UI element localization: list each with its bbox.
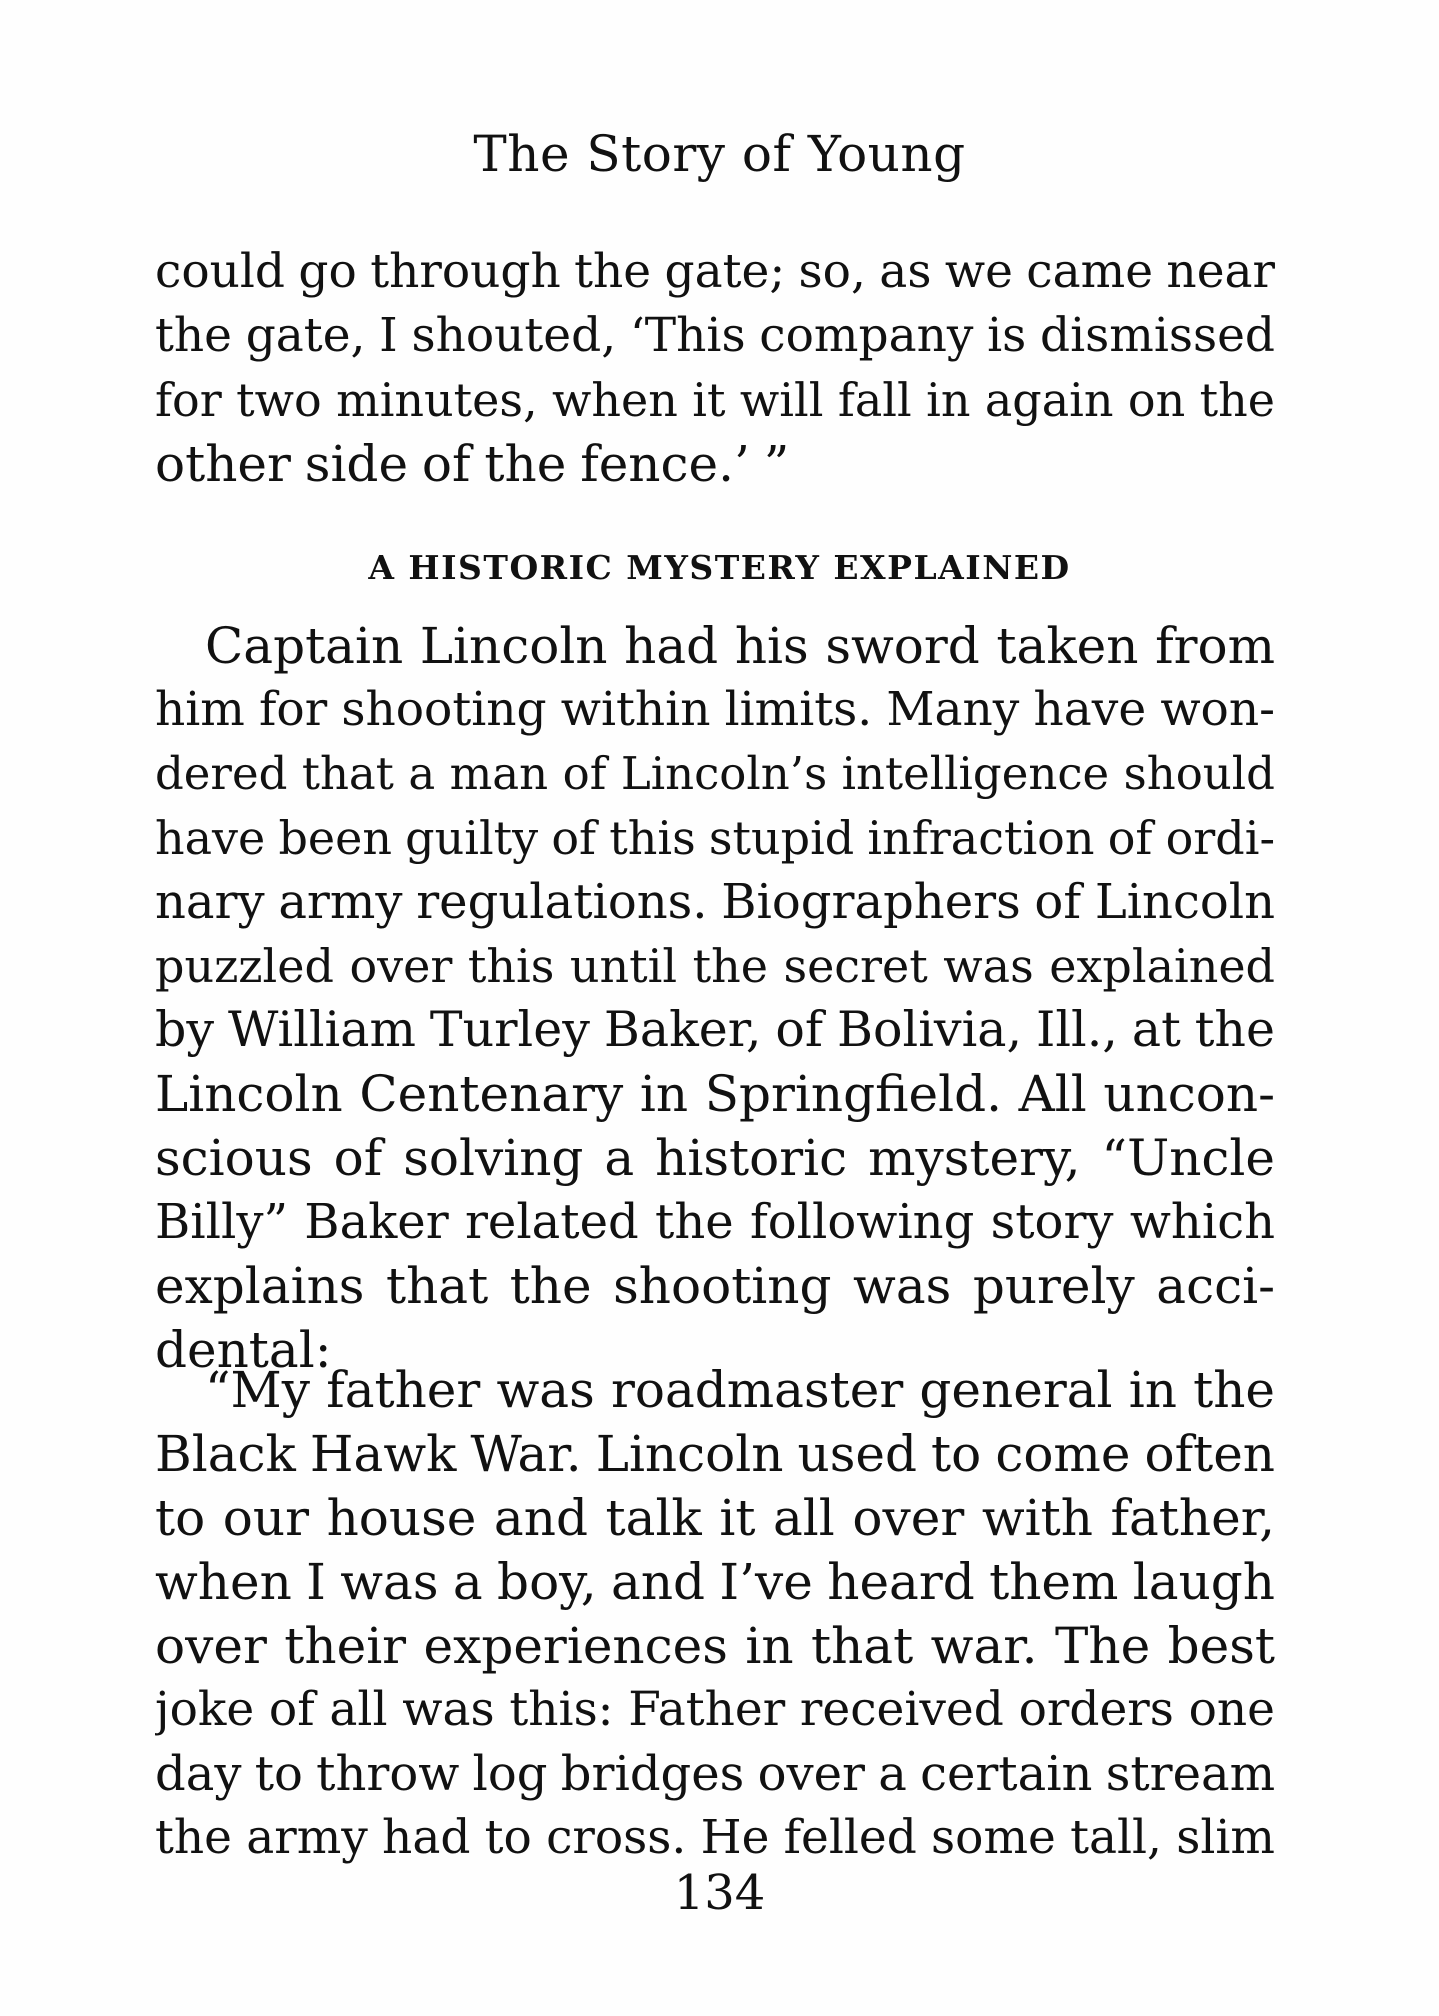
text-line: for two minutes, when it will fall in again on the xyxy=(155,373,1275,427)
text-line: puzzled over this until the secret was explained xyxy=(155,939,1275,993)
text-line: by William Turley Baker, of Bolivia, Ill., at the xyxy=(155,1001,1275,1058)
text-line: nary army regulations. Biographers of Lincoln xyxy=(155,874,1275,930)
text-line: over their experiences in that war. The best xyxy=(155,1617,1275,1675)
text-line: other side of the fence.’ ” xyxy=(155,435,790,493)
text-line: the gate, I shouted, ‘This company is dismissed xyxy=(155,308,1275,363)
text-line: “My father was roadmaster general in the xyxy=(205,1361,1275,1419)
section-heading: A HISTORIC MYSTERY EXPLAINED xyxy=(368,548,1071,587)
text-line: dered that a man of Lincoln’s intelligence should xyxy=(155,747,1275,800)
text-line: could go through the gate; so, as we came near xyxy=(155,244,1275,299)
text-line: him for shooting within limits. Many have won- xyxy=(155,682,1275,737)
running-header: The Story of Young xyxy=(473,125,966,183)
text-line: Lincoln Centenary in Springfield. All uncon- xyxy=(155,1065,1275,1123)
text-line: when I was a boy, and I’ve heard them laugh xyxy=(155,1553,1275,1611)
text-line: scious of solving a historic mystery, “Uncle xyxy=(155,1129,1275,1187)
text-line: Black Hawk War. Lincoln used to come often xyxy=(155,1425,1275,1483)
page-number: 134 xyxy=(673,1865,766,1921)
text-line: explains that the shooting was purely acci- xyxy=(155,1257,1275,1315)
text-line: dental: xyxy=(155,1321,332,1379)
text-line: Billy” Baker related the following story which xyxy=(155,1194,1275,1250)
paragraph-2 xyxy=(155,1358,1275,1870)
text-line: to our house and talk it all over with father, xyxy=(155,1489,1275,1547)
paragraph-1 xyxy=(155,614,1275,1382)
text-line: the army had to cross. He felled some tall, slim xyxy=(155,1810,1275,1865)
text-line: joke of all was this: Father received orders one xyxy=(155,1682,1275,1737)
text-line: have been guilty of this stupid infraction of ordi- xyxy=(155,811,1275,865)
text-line: Captain Lincoln had his sword taken from xyxy=(205,617,1275,675)
continuation-text xyxy=(155,240,1275,496)
text-line: day to throw log bridges over a certain stream xyxy=(155,1746,1275,1802)
